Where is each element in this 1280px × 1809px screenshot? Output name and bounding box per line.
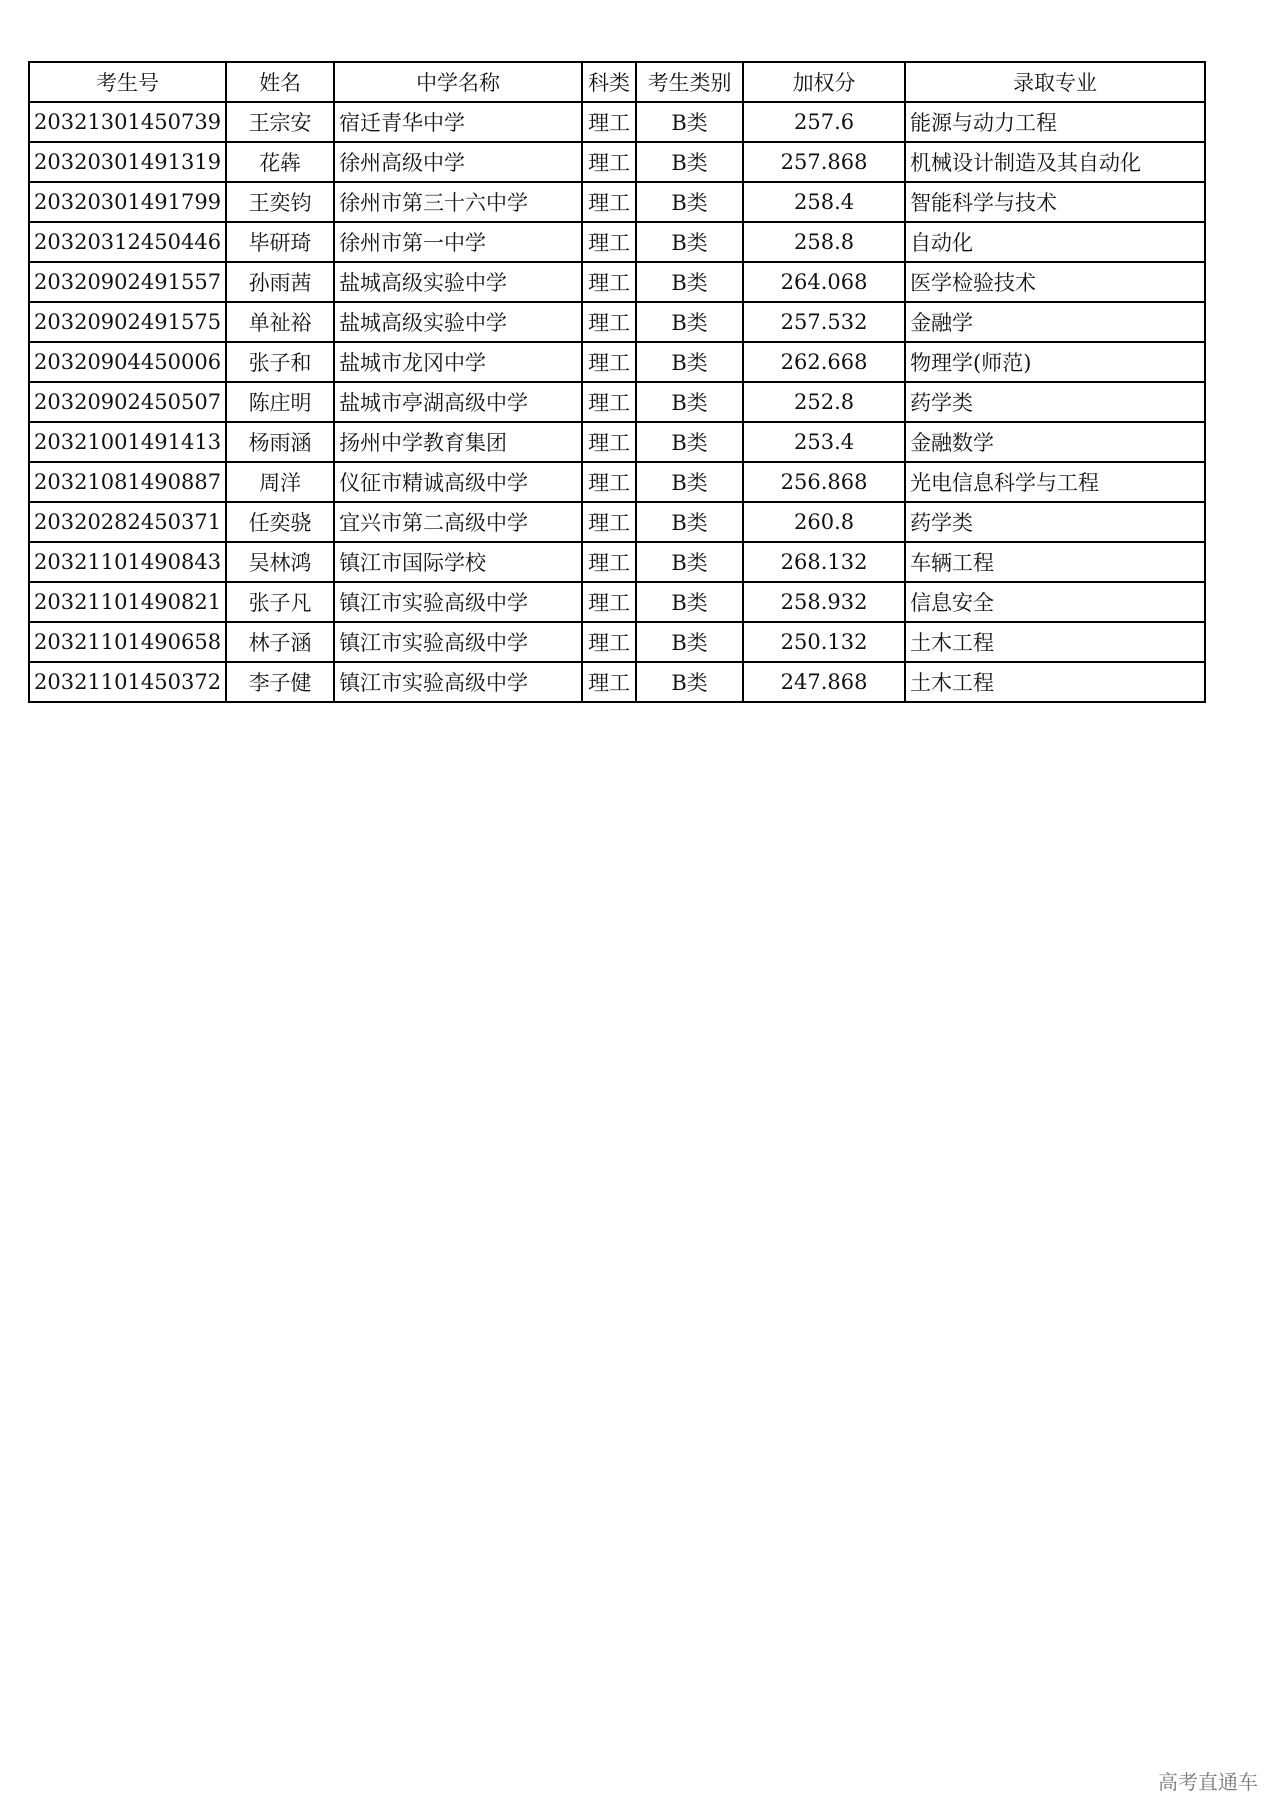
score-cell: 264.068 — [743, 262, 905, 302]
major-cell: 土木工程 — [905, 622, 1205, 662]
school-name-cell: 仪征市精诚高级中学 — [334, 462, 582, 502]
major-cell: 能源与动力工程 — [905, 102, 1205, 142]
school-name-cell: 盐城市龙冈中学 — [334, 342, 582, 382]
header-category: 考生类别 — [636, 62, 743, 102]
student-id-cell: 20321101450372 — [29, 662, 226, 702]
student-name-cell: 毕研琦 — [226, 222, 334, 262]
major-cell: 土木工程 — [905, 662, 1205, 702]
subject-cell: 理工 — [582, 462, 636, 502]
student-id-cell: 20321101490843 — [29, 542, 226, 582]
subject-cell: 理工 — [582, 622, 636, 662]
table-row — [29, 382, 1205, 422]
school-name-cell: 镇江市实验高级中学 — [334, 582, 582, 622]
student-name-cell: 孙雨茜 — [226, 262, 334, 302]
category-cell: B类 — [636, 582, 743, 622]
table-row — [29, 622, 1205, 662]
major-cell: 金融数学 — [905, 422, 1205, 462]
student-name-cell: 张子和 — [226, 342, 334, 382]
category-cell: B类 — [636, 462, 743, 502]
table-row — [29, 422, 1205, 462]
student-name-cell: 花犇 — [226, 142, 334, 182]
category-cell: B类 — [636, 102, 743, 142]
major-cell: 车辆工程 — [905, 542, 1205, 582]
school-name-cell: 镇江市实验高级中学 — [334, 662, 582, 702]
school-name-cell: 徐州高级中学 — [334, 142, 582, 182]
subject-cell: 理工 — [582, 582, 636, 622]
school-name-cell: 盐城市亭湖高级中学 — [334, 382, 582, 422]
school-name-cell: 盐城高级实验中学 — [334, 262, 582, 302]
student-id-cell: 20320301491319 — [29, 142, 226, 182]
student-name-cell: 林子涵 — [226, 622, 334, 662]
subject-cell: 理工 — [582, 382, 636, 422]
student-id-cell: 20320902491557 — [29, 262, 226, 302]
table-row — [29, 502, 1205, 542]
student-id-cell: 20320902450507 — [29, 382, 226, 422]
student-name-cell: 陈庄明 — [226, 382, 334, 422]
table-row — [29, 302, 1205, 342]
student-id-cell: 20320904450006 — [29, 342, 226, 382]
student-id-cell: 20321081490887 — [29, 462, 226, 502]
header-school: 中学名称 — [334, 62, 582, 102]
student-name-cell: 王宗安 — [226, 102, 334, 142]
major-cell: 医学检验技术 — [905, 262, 1205, 302]
score-cell: 252.8 — [743, 382, 905, 422]
header-name: 姓名 — [226, 62, 334, 102]
category-cell: B类 — [636, 222, 743, 262]
subject-cell: 理工 — [582, 542, 636, 582]
subject-cell: 理工 — [582, 262, 636, 302]
major-cell: 药学类 — [905, 502, 1205, 542]
school-name-cell: 镇江市实验高级中学 — [334, 622, 582, 662]
score-cell: 268.132 — [743, 542, 905, 582]
category-cell: B类 — [636, 502, 743, 542]
student-name-cell: 任奕骁 — [226, 502, 334, 542]
header-student-id: 考生号 — [29, 62, 226, 102]
category-cell: B类 — [636, 542, 743, 582]
subject-cell: 理工 — [582, 662, 636, 702]
student-id-cell: 20320282450371 — [29, 502, 226, 542]
category-cell: B类 — [636, 382, 743, 422]
major-cell: 自动化 — [905, 222, 1205, 262]
score-cell: 258.4 — [743, 182, 905, 222]
table-row — [29, 222, 1205, 262]
student-name-cell: 张子凡 — [226, 582, 334, 622]
major-cell: 物理学(师范) — [905, 342, 1205, 382]
score-cell: 257.532 — [743, 302, 905, 342]
table-row — [29, 542, 1205, 582]
student-id-cell: 20320312450446 — [29, 222, 226, 262]
school-name-cell: 宜兴市第二高级中学 — [334, 502, 582, 542]
student-id-cell: 20321101490658 — [29, 622, 226, 662]
table-row — [29, 662, 1205, 702]
major-cell: 信息安全 — [905, 582, 1205, 622]
student-id-cell: 20320301491799 — [29, 182, 226, 222]
category-cell: B类 — [636, 182, 743, 222]
table-body — [29, 102, 1205, 702]
category-cell: B类 — [636, 142, 743, 182]
table-row — [29, 582, 1205, 622]
subject-cell: 理工 — [582, 102, 636, 142]
score-cell: 247.868 — [743, 662, 905, 702]
score-cell: 256.868 — [743, 462, 905, 502]
major-cell: 智能科学与技术 — [905, 182, 1205, 222]
score-cell: 257.6 — [743, 102, 905, 142]
school-name-cell: 盐城高级实验中学 — [334, 302, 582, 342]
score-cell: 260.8 — [743, 502, 905, 542]
watermark-text: 高考直通车 — [1158, 1770, 1258, 1794]
subject-cell: 理工 — [582, 302, 636, 342]
subject-cell: 理工 — [582, 422, 636, 462]
student-id-cell: 20321301450739 — [29, 102, 226, 142]
school-name-cell: 徐州市第三十六中学 — [334, 182, 582, 222]
student-id-cell: 20321101490821 — [29, 582, 226, 622]
table-row — [29, 342, 1205, 382]
score-cell: 262.668 — [743, 342, 905, 382]
subject-cell: 理工 — [582, 142, 636, 182]
major-cell: 金融学 — [905, 302, 1205, 342]
subject-cell: 理工 — [582, 222, 636, 262]
header-row — [29, 62, 1205, 102]
admission-table — [28, 61, 1206, 703]
category-cell: B类 — [636, 302, 743, 342]
subject-cell: 理工 — [582, 502, 636, 542]
header-subject: 科类 — [582, 62, 636, 102]
category-cell: B类 — [636, 422, 743, 462]
student-id-cell: 20320902491575 — [29, 302, 226, 342]
student-name-cell: 周洋 — [226, 462, 334, 502]
student-name-cell: 杨雨涵 — [226, 422, 334, 462]
header-major: 录取专业 — [905, 62, 1205, 102]
student-name-cell: 李子健 — [226, 662, 334, 702]
student-id-cell: 20321001491413 — [29, 422, 226, 462]
student-name-cell: 单祉裕 — [226, 302, 334, 342]
school-name-cell: 宿迁青华中学 — [334, 102, 582, 142]
category-cell: B类 — [636, 662, 743, 702]
score-cell: 253.4 — [743, 422, 905, 462]
header-score: 加权分 — [743, 62, 905, 102]
major-cell: 光电信息科学与工程 — [905, 462, 1205, 502]
category-cell: B类 — [636, 622, 743, 662]
category-cell: B类 — [636, 342, 743, 382]
score-cell: 257.868 — [743, 142, 905, 182]
table-row — [29, 102, 1205, 142]
table-row — [29, 142, 1205, 182]
student-name-cell: 王奕钧 — [226, 182, 334, 222]
table-row — [29, 262, 1205, 302]
score-cell: 250.132 — [743, 622, 905, 662]
major-cell: 药学类 — [905, 382, 1205, 422]
school-name-cell: 徐州市第一中学 — [334, 222, 582, 262]
table-row — [29, 462, 1205, 502]
score-cell: 258.932 — [743, 582, 905, 622]
category-cell: B类 — [636, 262, 743, 302]
student-name-cell: 吴林鸿 — [226, 542, 334, 582]
school-name-cell: 扬州中学教育集团 — [334, 422, 582, 462]
major-cell: 机械设计制造及其自动化 — [905, 142, 1205, 182]
school-name-cell: 镇江市国际学校 — [334, 542, 582, 582]
table-row — [29, 182, 1205, 222]
subject-cell: 理工 — [582, 182, 636, 222]
subject-cell: 理工 — [582, 342, 636, 382]
score-cell: 258.8 — [743, 222, 905, 262]
